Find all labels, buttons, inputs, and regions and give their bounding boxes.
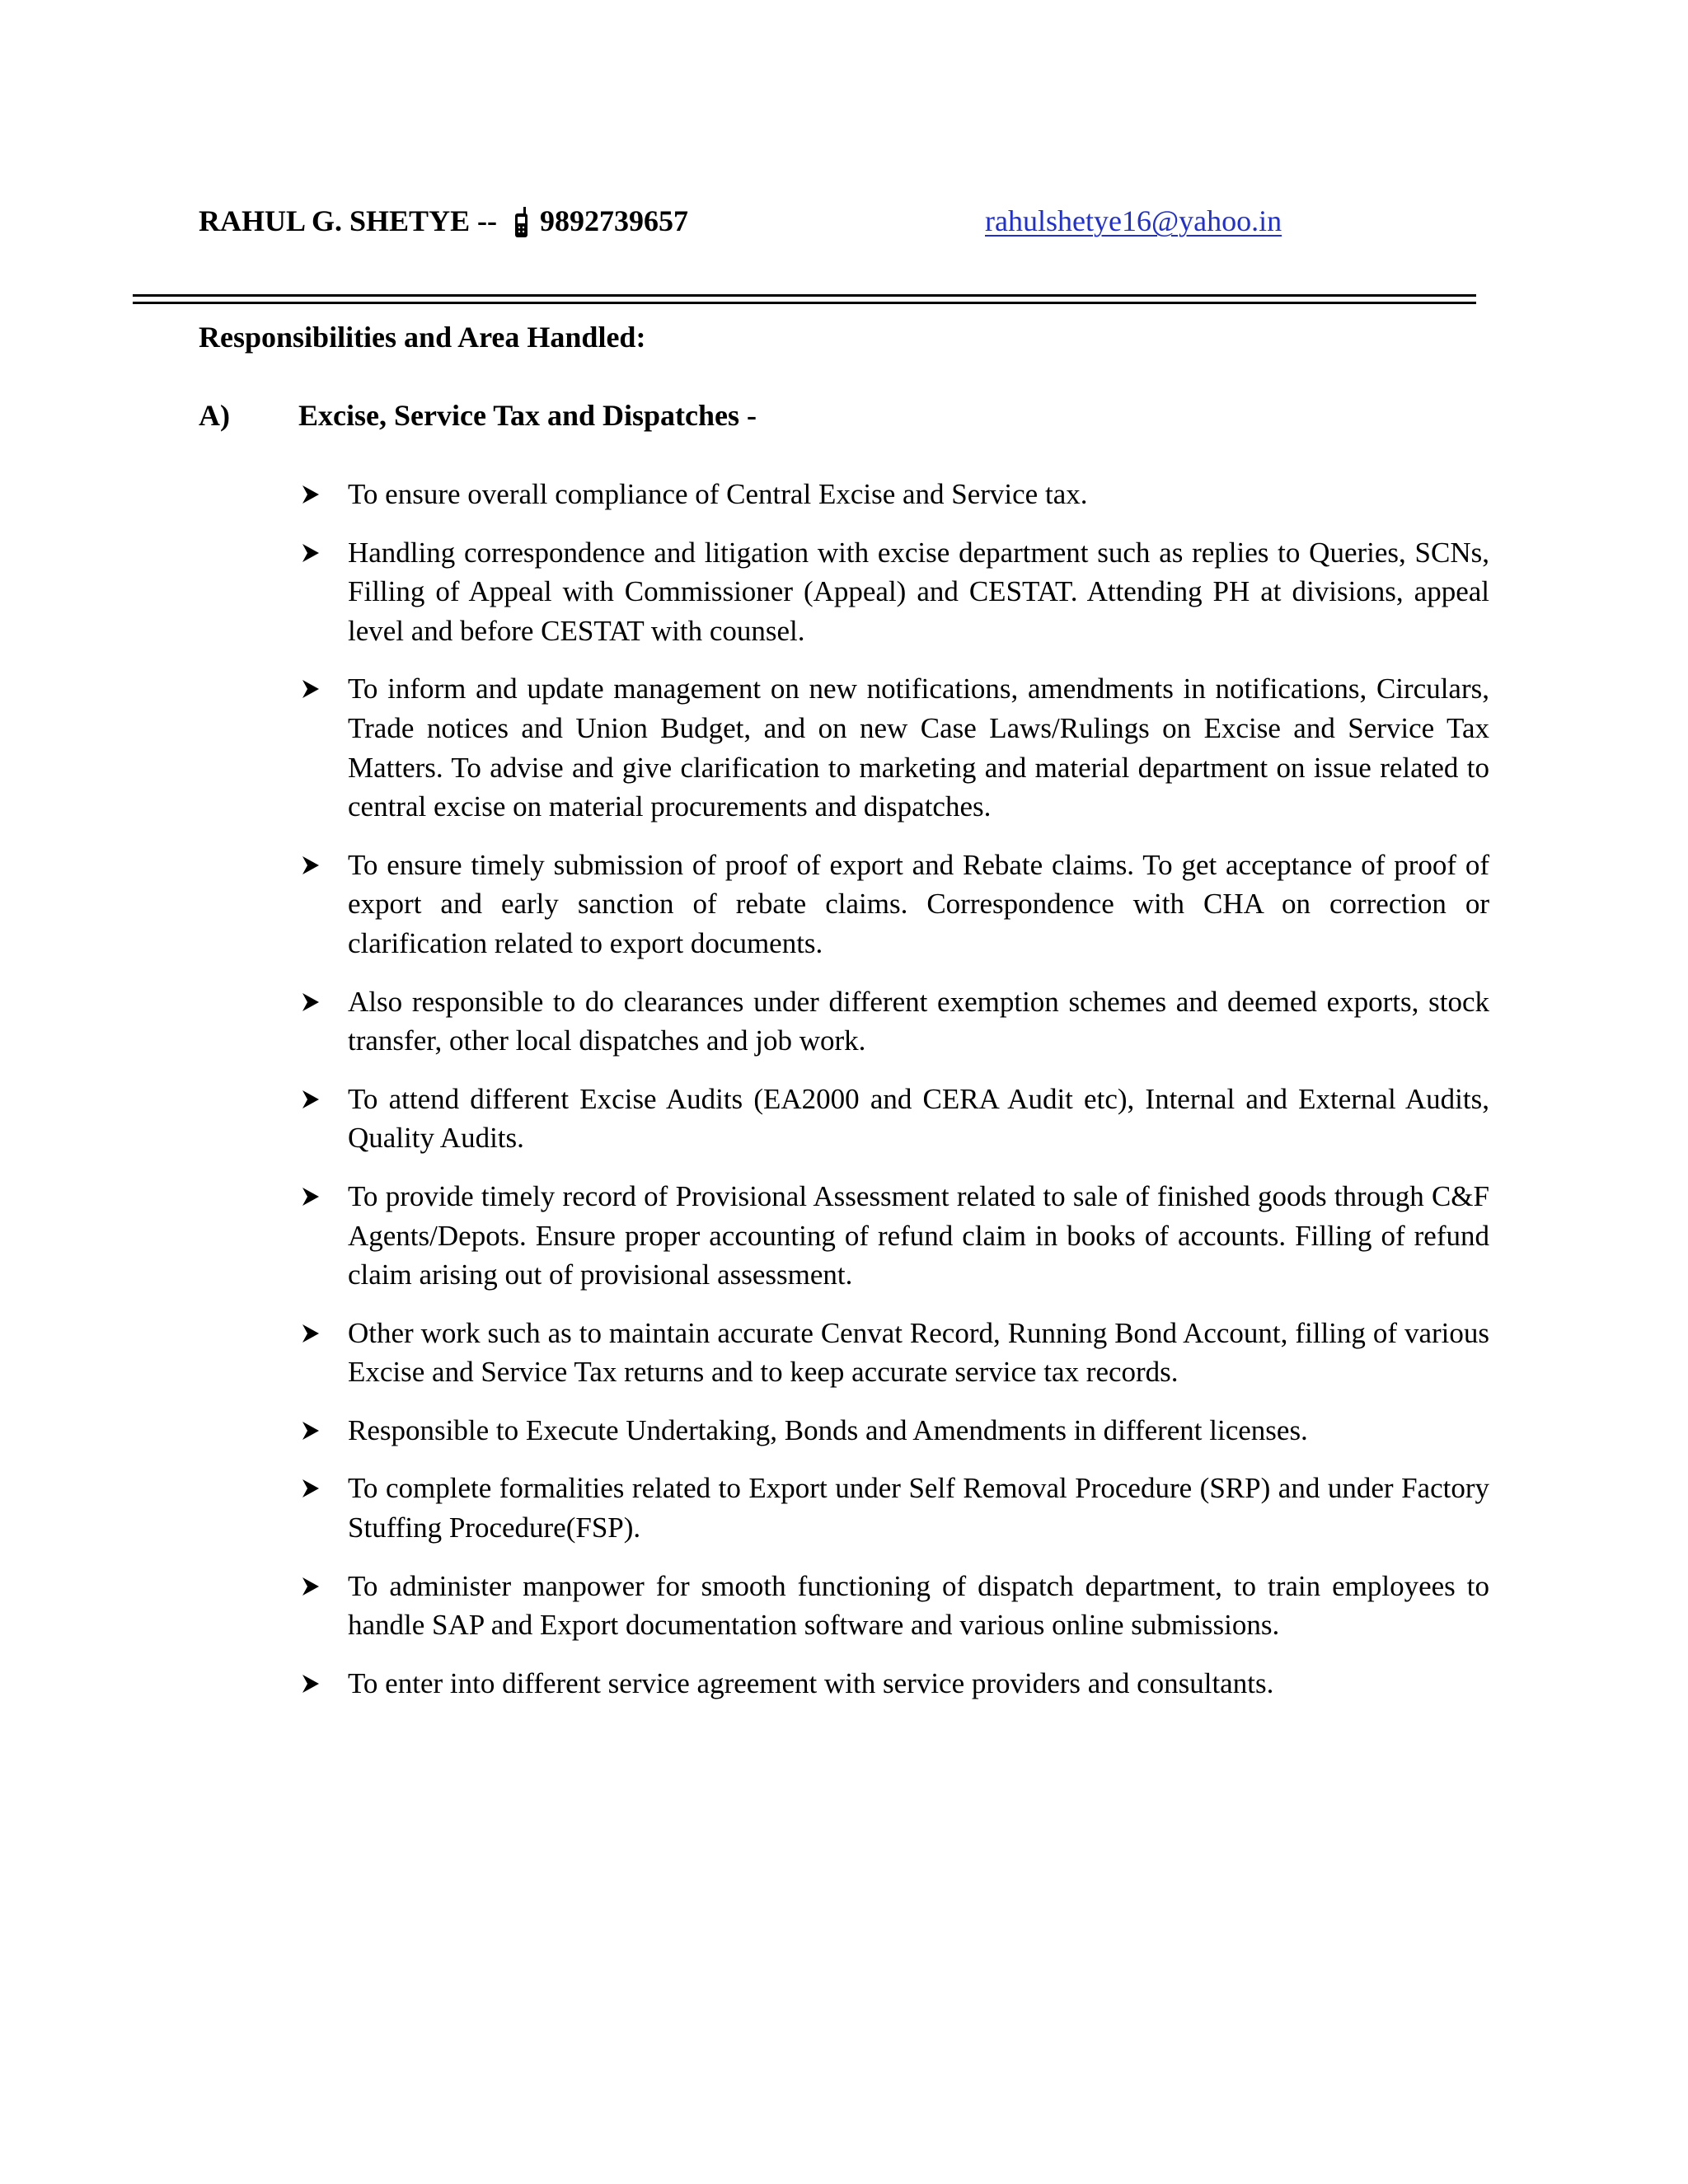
list-item-text: Handling correspondence and litigation with excise department such as replies to Queries, SCNs, Filling of Appeal with Commissioner (Appeal) and CESTAT. Attending PH at divisions, appeal level and before CESTAT with counsel.	[348, 536, 1489, 647]
responsibility-list	[298, 475, 1489, 1722]
section-title: Responsibilities and Area Handled:	[199, 321, 646, 354]
list-item	[298, 1469, 1489, 1547]
subsection-marker: A)	[199, 399, 230, 432]
subsection-title: Excise, Service Tax and Dispatches -	[298, 399, 757, 432]
list-item-text: To ensure overall compliance of Central Excise and Service tax.	[348, 478, 1088, 510]
header-divider-top	[133, 294, 1476, 297]
arrowhead-bullet-icon	[302, 543, 320, 563]
list-item	[298, 1177, 1489, 1295]
list-item-text: To provide timely record of Provisional Assessment related to sale of finished goods through C&F Agents/Depots. Ensure proper accounting of refund claim in books of accounts. Filling of refund claim arising out of provisional assessment.	[348, 1179, 1489, 1291]
header-divider-bottom	[133, 302, 1476, 304]
list-item-text: To complete formalities related to Export under Self Removal Procedure (SRP) and under Factory Stuffing Procedure(FSP).	[348, 1472, 1489, 1544]
mobile-phone-icon	[513, 207, 530, 238]
list-item	[298, 1411, 1489, 1451]
list-item-text: To attend different Excise Audits (EA2000 and CERA Audit etc), Internal and External Audits, Quality Audits.	[348, 1082, 1489, 1155]
list-item	[298, 846, 1489, 963]
arrowhead-bullet-icon	[302, 1187, 320, 1207]
arrowhead-bullet-icon	[302, 1090, 320, 1109]
contact-header	[199, 196, 1435, 246]
list-item	[298, 669, 1489, 826]
arrowhead-bullet-icon	[302, 679, 320, 699]
list-item-text: Responsible to Execute Undertaking, Bonds and Amendments in different licenses.	[348, 1413, 1308, 1446]
list-item	[298, 1664, 1489, 1704]
arrowhead-bullet-icon	[302, 1324, 320, 1343]
list-item-text: To enter into different service agreement with service providers and consultants.	[348, 1666, 1274, 1699]
list-item-text: To ensure timely submission of proof of export and Rebate claims. To get acceptance of proof of export and early sanction of rebate claims. Correspondence with CHA on correction or clarification related to export documents.	[348, 848, 1489, 959]
header-separator: --	[477, 204, 497, 237]
arrowhead-bullet-icon	[302, 855, 320, 875]
arrowhead-bullet-icon	[302, 1479, 320, 1498]
list-item-text: Other work such as to maintain accurate Cenvat Record, Running Bond Account, filling of various Excise and Service Tax returns and to keep accurate service tax records.	[348, 1316, 1489, 1389]
list-item-text: To administer manpower for smooth functioning of dispatch department, to train employees to handle SAP and Export documentation software and various online submissions.	[348, 1569, 1489, 1642]
email-link[interactable]: rahulshetye16@yahoo.in	[985, 204, 1282, 237]
list-item-text: To inform and update management on new notifications, amendments in notifications, Circulars, Trade notices and Union Budget, and on new Case Laws/Rulings on Excise and Service Tax Matters. To advise and give clarification to marketing and material department on issue related to central excise on material procurements and dispatches.	[348, 673, 1489, 823]
list-item	[298, 1567, 1489, 1645]
arrowhead-bullet-icon	[302, 992, 320, 1012]
candidate-name: RAHUL G. SHETYE	[199, 204, 471, 237]
phone-number: 9892739657	[540, 204, 688, 237]
list-item	[298, 533, 1489, 651]
list-item	[298, 1080, 1489, 1158]
list-item	[298, 982, 1489, 1061]
arrowhead-bullet-icon	[302, 1577, 320, 1596]
arrowhead-bullet-icon	[302, 485, 320, 504]
arrowhead-bullet-icon	[302, 1674, 320, 1694]
list-item	[298, 475, 1489, 514]
arrowhead-bullet-icon	[302, 1421, 320, 1441]
list-item	[298, 1314, 1489, 1392]
list-item-text: Also responsible to do clearances under different exemption schemes and deemed exports, stock transfer, other local dispatches and job work.	[348, 985, 1489, 1057]
